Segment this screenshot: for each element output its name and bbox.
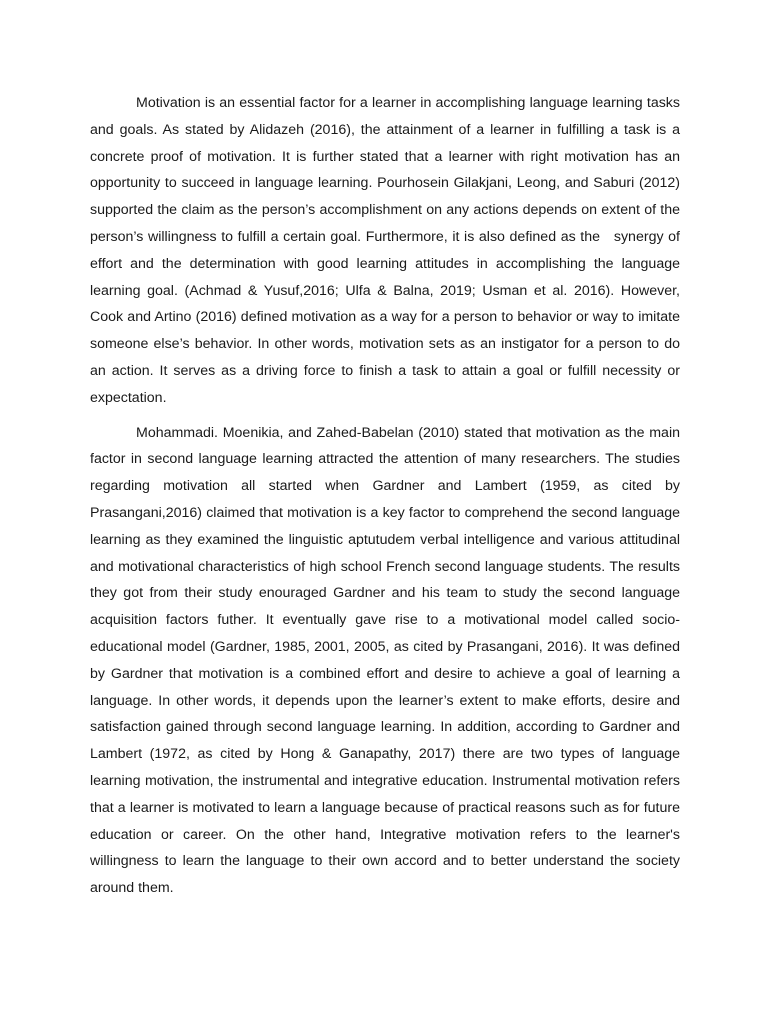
- paragraph-motivation-definition: Motivation is an essential factor for a learner in accomplishing language learning tasks and goals. As stated by Alidazeh (2016), the attainment of a learner in fulfilling a task is a concrete proof of motivation. It is further stated that a learner with right motivation has an opportunity to succeed in language learning. Pourhosein Gilakjani, Leong, and Saburi (2012) supported the claim as the person’s accomplishment on any actions depends on extent of the person’s willingness to fulfill a certain goal. Furthermore, it is also defined as the synergy of effort and the determination with good learning attitudes in accomplishing the language learning goal. (Achmad & Yusuf,2016; Ulfa & Balna, 2019; Usman et al. 2016). However, Cook and Artino (2016) defined motivation as a way for a person to behavior or way to imitate someone else’s behavior. In other words, motivation sets as an instigator for a person to do an action. It serves as a driving force to finish a task to attain a goal or fulfill necessity or expectation.: [90, 95, 684, 406]
- paragraph-motivation-research: Mohammadi. Moenikia, and Zahed-Babelan (2010) stated that motivation as the main factor in second language learning attracted the attention of many researchers. The studies regarding motivation all started when Gardner and Lambert (1959, as cited by Prasangani,2016) claimed that motivation is a key factor to comprehend the second language learning as they examined the linguistic aptutudem verbal intelligence and various attitudinal and motivational characteristics of high school French second language students. The results they got from their study enouraged Gardner and his team to study the second language acquisition factors futher. It eventually gave rise to a motivational model called socio-educational model (Gardner, 1985, 2001, 2005, as cited by Prasangani, 2016). It was defined by Gardner that motivation is a combined effort and desire to achieve a goal of learning a language. In other words, it depends upon the learner’s extent to make efforts, desire and satisfaction gained through second language learning. In addition, according to Gardner and Lambert (1972, as cited by Hong & Ganapathy, 2017) there are two types of language learning motivation, the instrumental and integrative education. Instrumental motivation refers that a learner is motivated to learn a language because of practical reasons such as for future education or career. On the other hand, Integrative motivation refers to the learner's willingness to learn the language to their own accord and to better understand the society around them.: [90, 424, 684, 897]
